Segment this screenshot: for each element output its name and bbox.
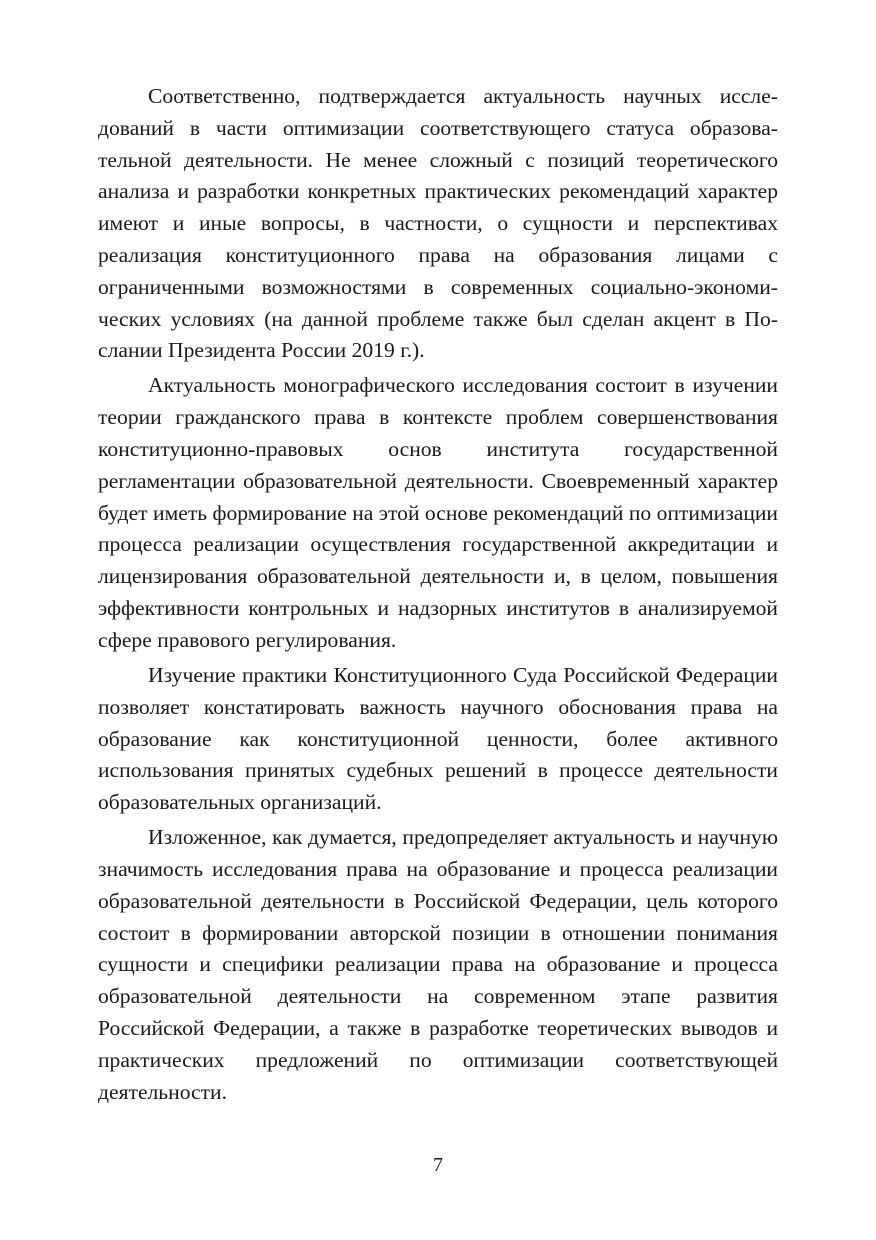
paragraph-4: Изложенное, как думается, предопределяет актуальность и научную значимость исследования права на образование и процесса реализации образовательной деятельности в Российской Федерации, цель которого состоит в формировании авторской позиции в отношении понимания сущности и специфики реализации права на образование и процесса образовательной деятельности на современном этапе развития Российской Федерации, а также в разработке теоретических выводов и практических предложений по оптимизации соответствующей деятельности. — [98, 825, 778, 1104]
paragraph-1: Соответственно, подтверждается актуальность научных исследований в части оптимизации соответствующего статуса образовательной деятельности. Не менее сложный с позиций теоретического анализа и разработки конкретных практических рекомендаций характер имеют и иные вопросы, в частности, о сущности и перспективах реализация конституционного права на образования лицами с ограниченными возможностями в современных социально-экономических условиях (на данной проблеме также был сделан акцент в Послании Президента России 2019 г.). — [98, 84, 778, 363]
body-text — [98, 81, 778, 1112]
paragraph-3: Изучение практики Конституционного Суда Российской Федерации позволяет констатировать важность научного обоснования права на образование как конституционной ценности, более активного использования принятых судебных решений в процессе деятельности образовательных организаций. — [98, 662, 778, 815]
paragraph-2: Актуальность монографического исследования состоит в изучении теории гражданского права в контексте проблем совершенствования конституционно-правовых основ института государственной регламентации образовательной деятельности. Своевременный характер будет иметь формирование на этой основе рекомендаций по оптимизации процесса реализации осуществления государственной аккредитации и лицензирования образовательной деятельности и, в целом, повышения эффективности контрольных и надзорных институтов в анализируемой сфере правового регулирования. — [98, 373, 778, 652]
page-number: 7 — [433, 1154, 443, 1176]
